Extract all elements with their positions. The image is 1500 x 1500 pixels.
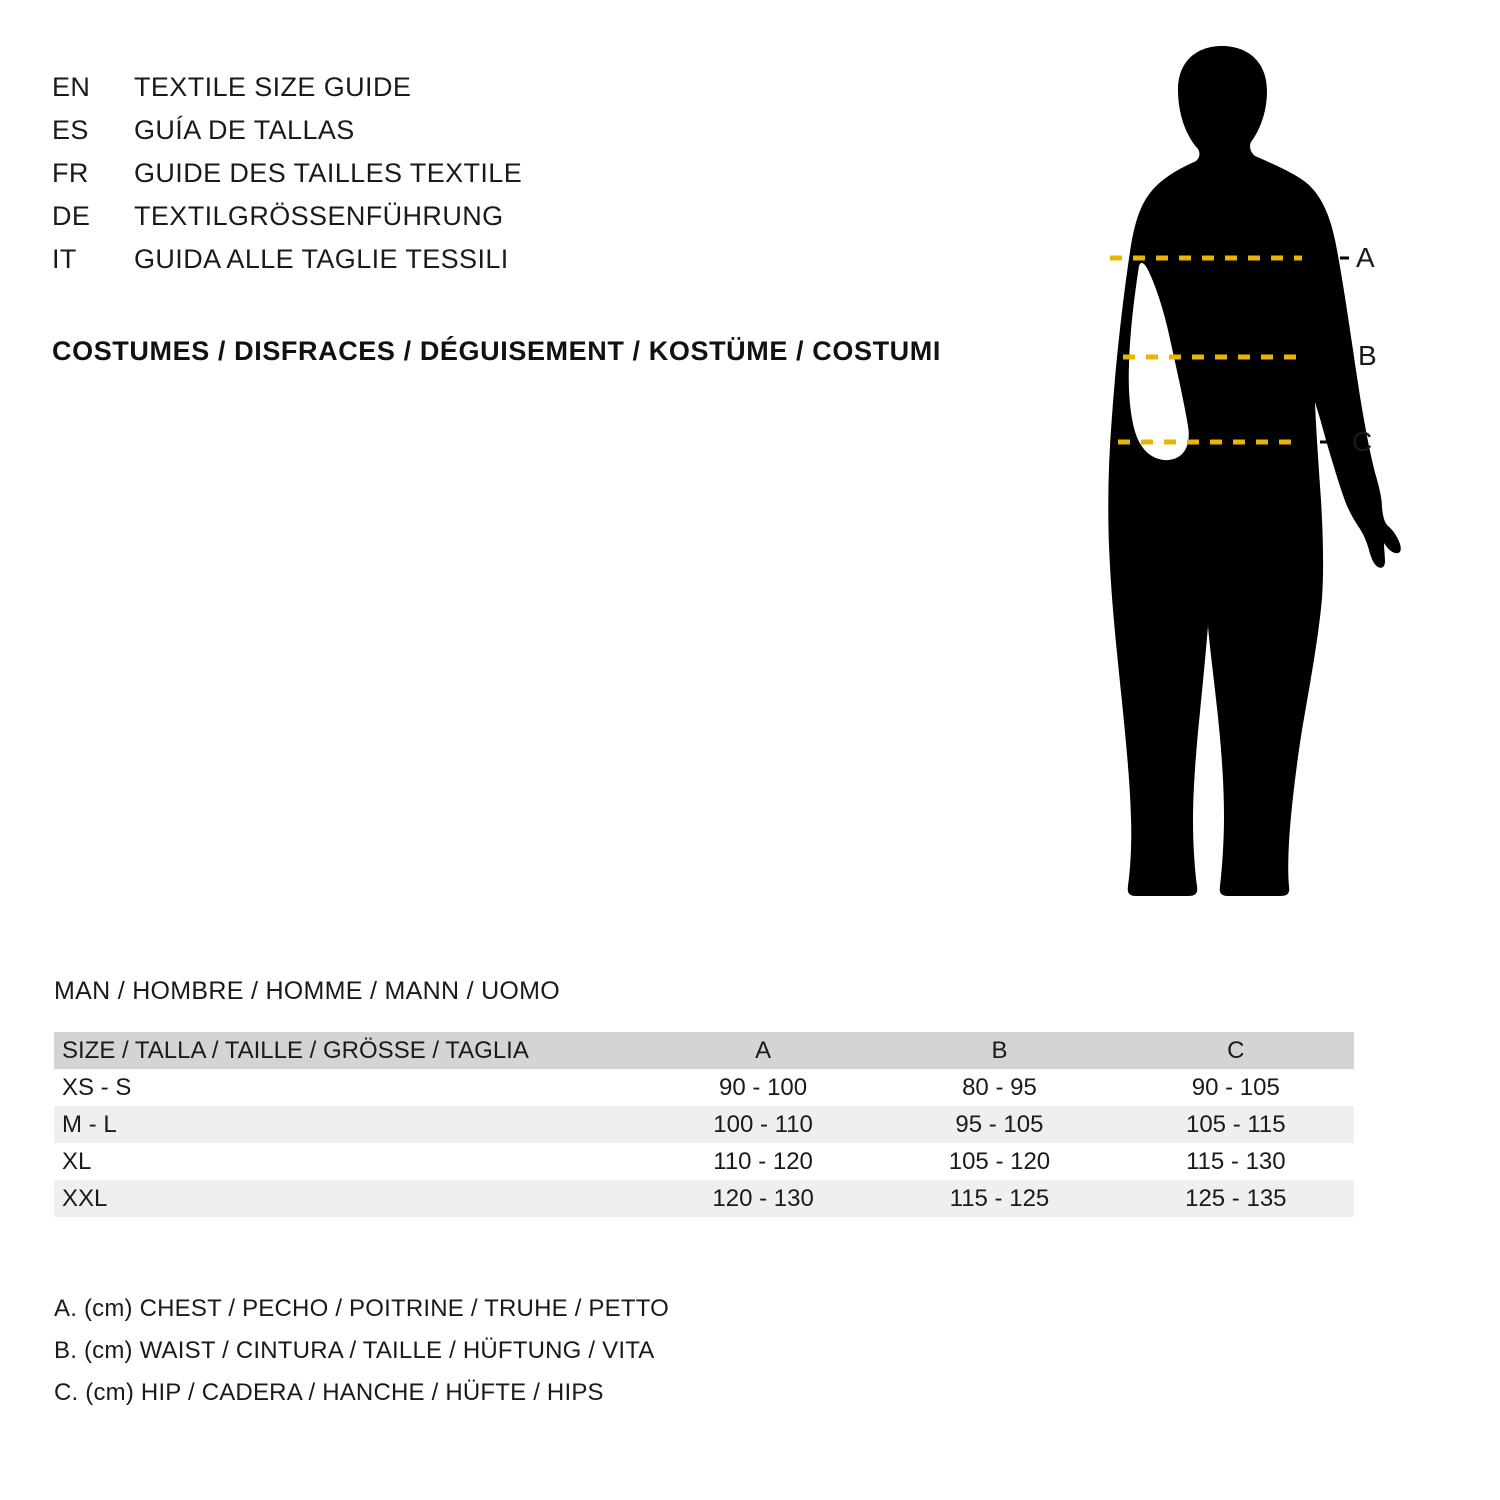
language-title: GUÍA DE TALLAS <box>134 115 355 145</box>
table-row <box>54 1143 1354 1180</box>
cell-c: 125 - 135 <box>1185 1184 1287 1212</box>
table-header-row <box>54 1032 1354 1069</box>
table-title: MAN / HOMBRE / HOMME / MANN / UOMO <box>54 977 561 1005</box>
table-row <box>54 1106 1354 1143</box>
language-title: TEXTILGRÖSSENFÜHRUNG <box>134 201 504 231</box>
cell-a: 110 - 120 <box>713 1147 813 1175</box>
column-header-b: B <box>991 1036 1008 1064</box>
cell-c: 105 - 115 <box>1185 1110 1286 1138</box>
language-title: GUIDA ALLE TAGLIE TESSILI <box>134 244 509 274</box>
measurement-legend <box>54 1295 1054 1421</box>
language-code: FR <box>52 158 89 188</box>
cell-a: 90 - 100 <box>719 1073 808 1101</box>
legend-item-c: C. (cm) HIP / CADERA / HANCHE / HÜFTE / HIPS <box>54 1379 604 1406</box>
column-header-a: A <box>755 1036 772 1064</box>
cell-size: XL <box>62 1147 92 1175</box>
cell-size: XS - S <box>62 1073 132 1101</box>
language-row-it <box>52 244 1032 287</box>
cell-b: 80 - 95 <box>962 1073 1037 1101</box>
cell-b: 95 - 105 <box>955 1110 1044 1138</box>
table-row <box>54 1180 1354 1217</box>
language-title: TEXTILE SIZE GUIDE <box>134 72 412 102</box>
column-header-size: SIZE / TALLA / TAILLE / GRÖSSE / TAGLIA <box>62 1036 529 1064</box>
figure-label-a: A <box>1356 242 1375 273</box>
language-code: ES <box>52 115 89 145</box>
cell-size: XXL <box>62 1184 108 1212</box>
language-list <box>52 72 1032 287</box>
language-code: IT <box>52 244 77 274</box>
size-table <box>54 1032 1354 1217</box>
legend-item-b: B. (cm) WAIST / CINTURA / TAILLE / HÜFTUNG / VITA <box>54 1337 655 1364</box>
language-row-es <box>52 115 1032 158</box>
language-row-fr <box>52 158 1032 201</box>
language-code: EN <box>52 72 91 102</box>
category-line: COSTUMES / DISFRACES / DÉGUISEMENT / KOSTÜME / COSTUMI <box>52 336 941 366</box>
cell-c: 115 - 130 <box>1185 1147 1286 1175</box>
cell-c: 90 - 105 <box>1191 1073 1280 1101</box>
cell-a: 100 - 110 <box>713 1110 813 1138</box>
figure-label-c: C <box>1352 426 1373 457</box>
language-code: DE <box>52 201 91 231</box>
cell-size: M - L <box>62 1110 117 1138</box>
language-title: GUIDE DES TAILLES TEXTILE <box>134 158 523 188</box>
figure-label-b: B <box>1358 340 1377 371</box>
cell-b: 105 - 120 <box>948 1147 1051 1175</box>
column-header-c: C <box>1227 1036 1245 1064</box>
body-measurement-figure <box>1010 30 1450 930</box>
cell-b: 115 - 125 <box>949 1184 1050 1212</box>
language-row-en <box>52 72 1032 115</box>
language-row-de <box>52 201 1032 244</box>
table-row <box>54 1069 1354 1106</box>
cell-a: 120 - 130 <box>712 1184 814 1212</box>
male-silhouette-icon <box>1108 46 1401 896</box>
legend-item-a: A. (cm) CHEST / PECHO / POITRINE / TRUHE / PETTO <box>54 1295 670 1322</box>
